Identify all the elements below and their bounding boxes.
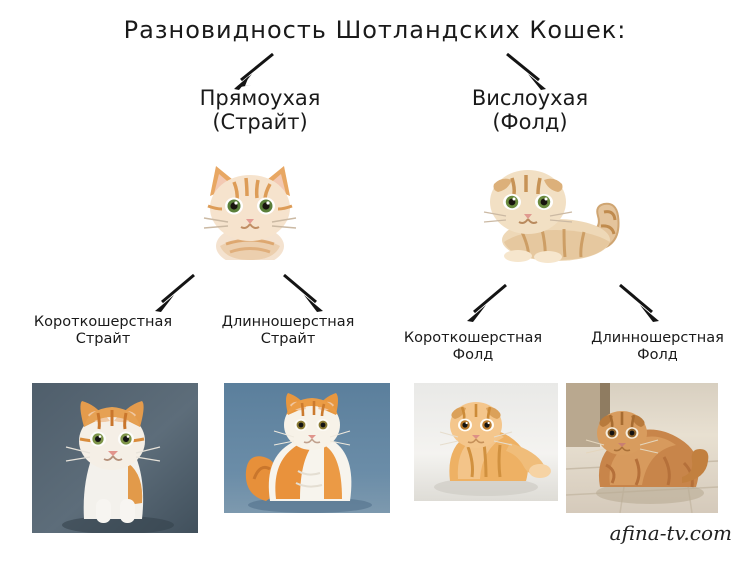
branch-label-straight xyxy=(160,86,360,134)
leaf-shorthair-straight-line1: Короткошерстная xyxy=(33,314,173,330)
leaf-longhair-fold-line2: Фолд xyxy=(637,347,678,364)
arrow-straight-to-shorthair xyxy=(146,272,206,318)
leaf-label-shorthair-fold xyxy=(378,330,568,365)
shorthair-straight-photo xyxy=(32,383,198,533)
shorthair-fold-photo xyxy=(414,383,558,501)
longhair-fold-photo xyxy=(566,383,718,513)
leaf-shorthair-fold-line2: Фолд xyxy=(452,347,494,364)
branch-straight-line2: (Страйт) xyxy=(212,110,308,135)
longhair-straight-photo xyxy=(224,383,390,513)
arrow-fold-to-longhair xyxy=(608,282,668,328)
leaf-longhair-fold-line1: Длинношерстная xyxy=(591,330,724,346)
leaf-shorthair-fold-line1: Короткошерстная xyxy=(403,330,543,346)
leaf-shorthair-straight-line2: Страйт xyxy=(75,331,131,348)
arrow-straight-to-longhair xyxy=(272,272,332,318)
leaf-label-longhair-straight xyxy=(193,314,383,349)
leaf-label-shorthair-straight xyxy=(8,314,198,349)
leaf-label-longhair-fold xyxy=(565,330,750,365)
straight-eared-cat-photo xyxy=(190,160,310,260)
page-title: Разновидность Шотландских Кошек: xyxy=(123,16,627,44)
branch-straight-line1: Прямоухая xyxy=(199,86,321,110)
arrow-fold-to-shorthair xyxy=(458,282,518,328)
branch-label-fold xyxy=(430,86,630,134)
fold-eared-cat-photo xyxy=(470,158,630,263)
leaf-longhair-straight-line1: Длинношерстная xyxy=(221,314,355,330)
branch-fold-line1: Вислоухая xyxy=(471,86,589,110)
leaf-longhair-straight-line2: Страйт xyxy=(260,331,316,348)
watermark: afina-tv.com xyxy=(609,521,732,545)
branch-fold-line2: (Фолд) xyxy=(492,110,568,135)
